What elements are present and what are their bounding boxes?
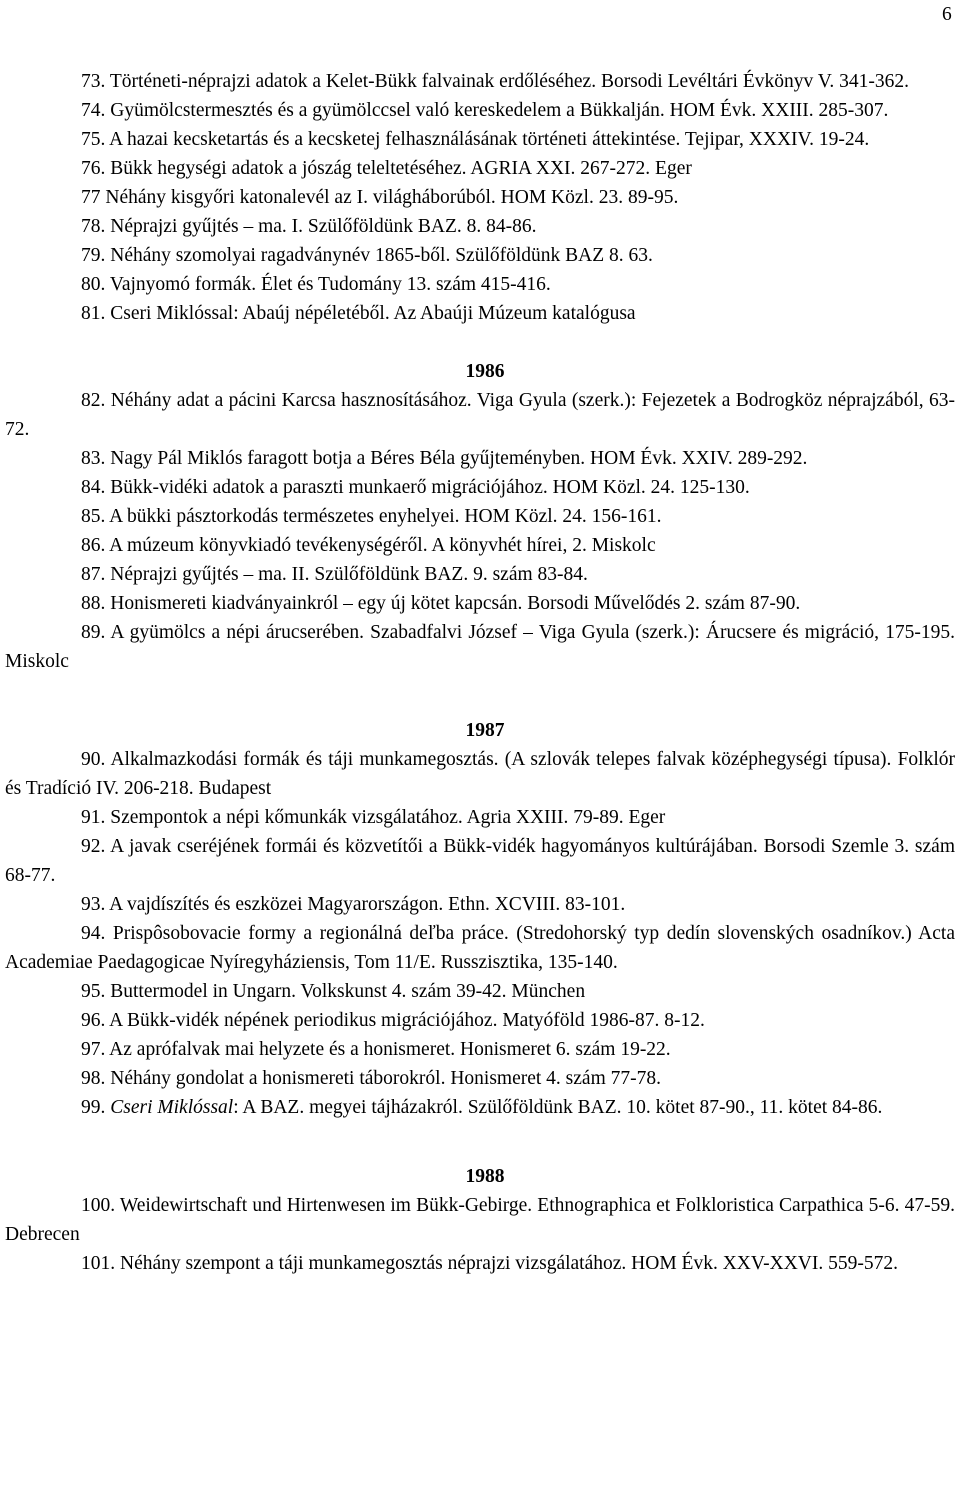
list-item <box>5 1093 955 1122</box>
bibliography-list <box>5 67 955 1278</box>
list-item: 93. A vajdíszítés és eszközei Magyarországon. Ethn. XCVIII. 83-101. <box>81 894 626 915</box>
list-item: 81. Cseri Miklóssal: Abaúj népéletéből. Az Abaúji Múzeum katalógusa <box>81 303 636 324</box>
list-item: 91. Szempontok a népi kőmunkák vizsgálatához. Agria XXIII. 79-89. Eger <box>81 807 666 828</box>
list-item: 74. Gyümölcstermesztés és a gyümölccsel való kereskedelem a Bükkalján. HOM Évk. XXIII. 285-307. <box>81 100 889 121</box>
list-item: 92. A javak cseréjének formái és közvetítői a Bükk-vidék hagyományos kultúrájában. Borsodi Szemle 3. szám 68-77. <box>5 836 955 886</box>
list-item: 79. Néhány szomolyai ragadványnév 1865-ből. Szülőföldünk BAZ 8. 63. <box>81 245 653 266</box>
year-heading: 1988 <box>465 1166 505 1187</box>
list-item: 100. Weidewirtschaft und Hirtenwesen im Bükk-Gebirge. Ethnographica et Folkloristica Carpathica 5-6. 47-59. Debrecen <box>5 1195 955 1245</box>
list-item: 84. Bükk-vidéki adatok a paraszti munkaerő migrációjához. HOM Közl. 24. 125-130. <box>81 477 750 498</box>
list-item: 77 Néhány kisgyőri katonalevél az I. világháborúból. HOM Közl. 23. 89-95. <box>81 187 679 208</box>
list-item: 83. Nagy Pál Miklós faragott botja a Béres Béla gyűjteményben. HOM Évk. XXIV. 289-292. <box>81 448 808 469</box>
list-item: 88. Honismereti kiadványainkról – egy új kötet kapcsán. Borsodi Művelődés 2. szám 87-90. <box>81 593 801 614</box>
year-heading: 1986 <box>465 361 505 382</box>
list-item: 73. Történeti-néprajzi adatok a Kelet-Bükk falvainak erdőléséhez. Borsodi Levéltári Évkönyv V. 341-362. <box>81 71 909 92</box>
page-number: 6 <box>942 4 952 25</box>
list-item: 89. A gyümölcs a népi árucserében. Szabadfalvi József – Viga Gyula (szerk.): Árucsere és migráció, 175-195. Miskolc <box>5 622 955 672</box>
entry-number: 99. <box>81 1097 106 1118</box>
coauthor-name: Cseri Miklóssal <box>110 1097 234 1118</box>
list-item: 97. Az aprófalvak mai helyzete és a honismeret. Honismeret 6. szám 19-22. <box>81 1039 671 1060</box>
list-item: 76. Bükk hegységi adatok a jószág teleltetéséhez. AGRIA XXI. 267-272. Eger <box>81 158 692 179</box>
list-item: 80. Vajnyomó formák. Élet és Tudomány 13. szám 415-416. <box>81 274 551 295</box>
list-item: 95. Buttermodel in Ungarn. Volkskunst 4. szám 39-42. München <box>81 981 586 1002</box>
list-item: 90. Alkalmazkodási formák és táji munkamegosztás. (A szlovák telepes falvak középhegységi típusa). Folklór és Tradíció IV. 206-218. Budapest <box>5 749 955 799</box>
list-item: 87. Néprajzi gyűjtés – ma. II. Szülőföldünk BAZ. 9. szám 83-84. <box>81 564 588 585</box>
year-heading: 1987 <box>465 720 505 741</box>
list-item: 85. A bükki pásztorkodás természetes enyhelyei. HOM Közl. 24. 156-161. <box>81 506 662 527</box>
entry-text: : A BAZ. megyei tájházakról. Szülőföldünk BAZ. 10. kötet 87-90., 11. kötet 84-86. <box>233 1097 883 1118</box>
list-item: 75. A hazai kecsketartás és a kecsketej felhasználásának történeti áttekintése. Tejipar, XXXIV. 19-24. <box>81 129 870 150</box>
list-item: 86. A múzeum könyvkiadó tevékenységéről. A könyvhét hírei, 2. Miskolc <box>81 535 656 556</box>
list-item: 82. Néhány adat a pácini Karcsa hasznosításához. Viga Gyula (szerk.): Fejezetek a Bodrogköz néprajzából, 63-72. <box>5 390 955 440</box>
list-item: 94. Prispôsobovacie formy a regionálná deľba práce. (Stredohorský typ dedín slovenských osadníkov.) Acta Academiae Paedagogicae Nyíregyháziensis, Tom 11/E. Russzisztika, 135-140. <box>5 923 955 973</box>
list-item: 101. Néhány szempont a táji munkamegosztás néprajzi vizsgálatához. HOM Évk. XXV-XXVI. 559-572. <box>81 1253 899 1274</box>
list-item: 98. Néhány gondolat a honismereti táborokról. Honismeret 4. szám 77-78. <box>81 1068 661 1089</box>
list-item: 96. A Bükk-vidék népének periodikus migrációjához. Matyóföld 1986-87. 8-12. <box>81 1010 705 1031</box>
list-item: 78. Néprajzi gyűjtés – ma. I. Szülőföldünk BAZ. 8. 84-86. <box>81 216 537 237</box>
